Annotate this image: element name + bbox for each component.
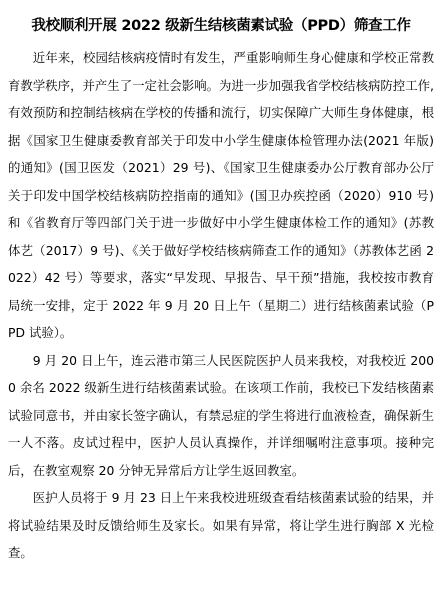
article-body bbox=[8, 44, 434, 567]
article-paragraph-2: 9 月 20 日上午，连云港市第三人民医院医护人员来我校，对我校近 2000 余名 2022 级新生进行结核菌素试验。在该项工作前，我校已下发结核菌素试验同意书，并由家长签字确认，有禁忌症的学生将进行血液检查，确保新生一人不落。皮试过程中，医护人员认真操作，并详细嘱咐注意事项。接种完后，在教室观察 20 分钟无异常后方让学生返回教室。 bbox=[8, 352, 434, 478]
article-paragraph-1: 近年来，校园结核病疫情时有发生，严重影响师生身心健康和学校正常教育教学秩序，并产生了一定社会影响。为进一步加强我省学校结核病防控工作,有效预防和控制结核病在学校的传播和流行，切实保障广大师生身体健康，根据《国家卫生健康委教育部关于印发中小学生健康体检管理办法(2021 年版)的通知》(国卫医发（2021）29 号)、《国家卫生健康委办公厅教育部办公厅关于印发中国学校结核病防控指南的通知》(国卫办疾控函（2020）910 号)和《省教育厅等四部门关于进一步做好中小学生健康体检工作的通知》(苏教体艺（2017）9 号)、《关于做好学校结核病筛查工作的通知》（苏教体艺函 2022）42 号）等要求，落实“早发现、早报告、早干预”措施，我校按市教育局统一安排，定于 2022 年 9 月 20 日上午（星期二）进行结核菌素试验（PPD 试验）。 bbox=[8, 50, 434, 340]
article-title: 我校顺利开展 2022 级新生结核菌素试验（PPD）筛查工作 bbox=[31, 18, 411, 34]
article-paragraph-3: 医护人员将于 9 月 23 日上午来我校进班级查看结核菌素试验的结果，并将试验结果及时反馈给师生及家长。如果有异常，将让学生进行胸部 X 光检查。 bbox=[8, 490, 434, 560]
